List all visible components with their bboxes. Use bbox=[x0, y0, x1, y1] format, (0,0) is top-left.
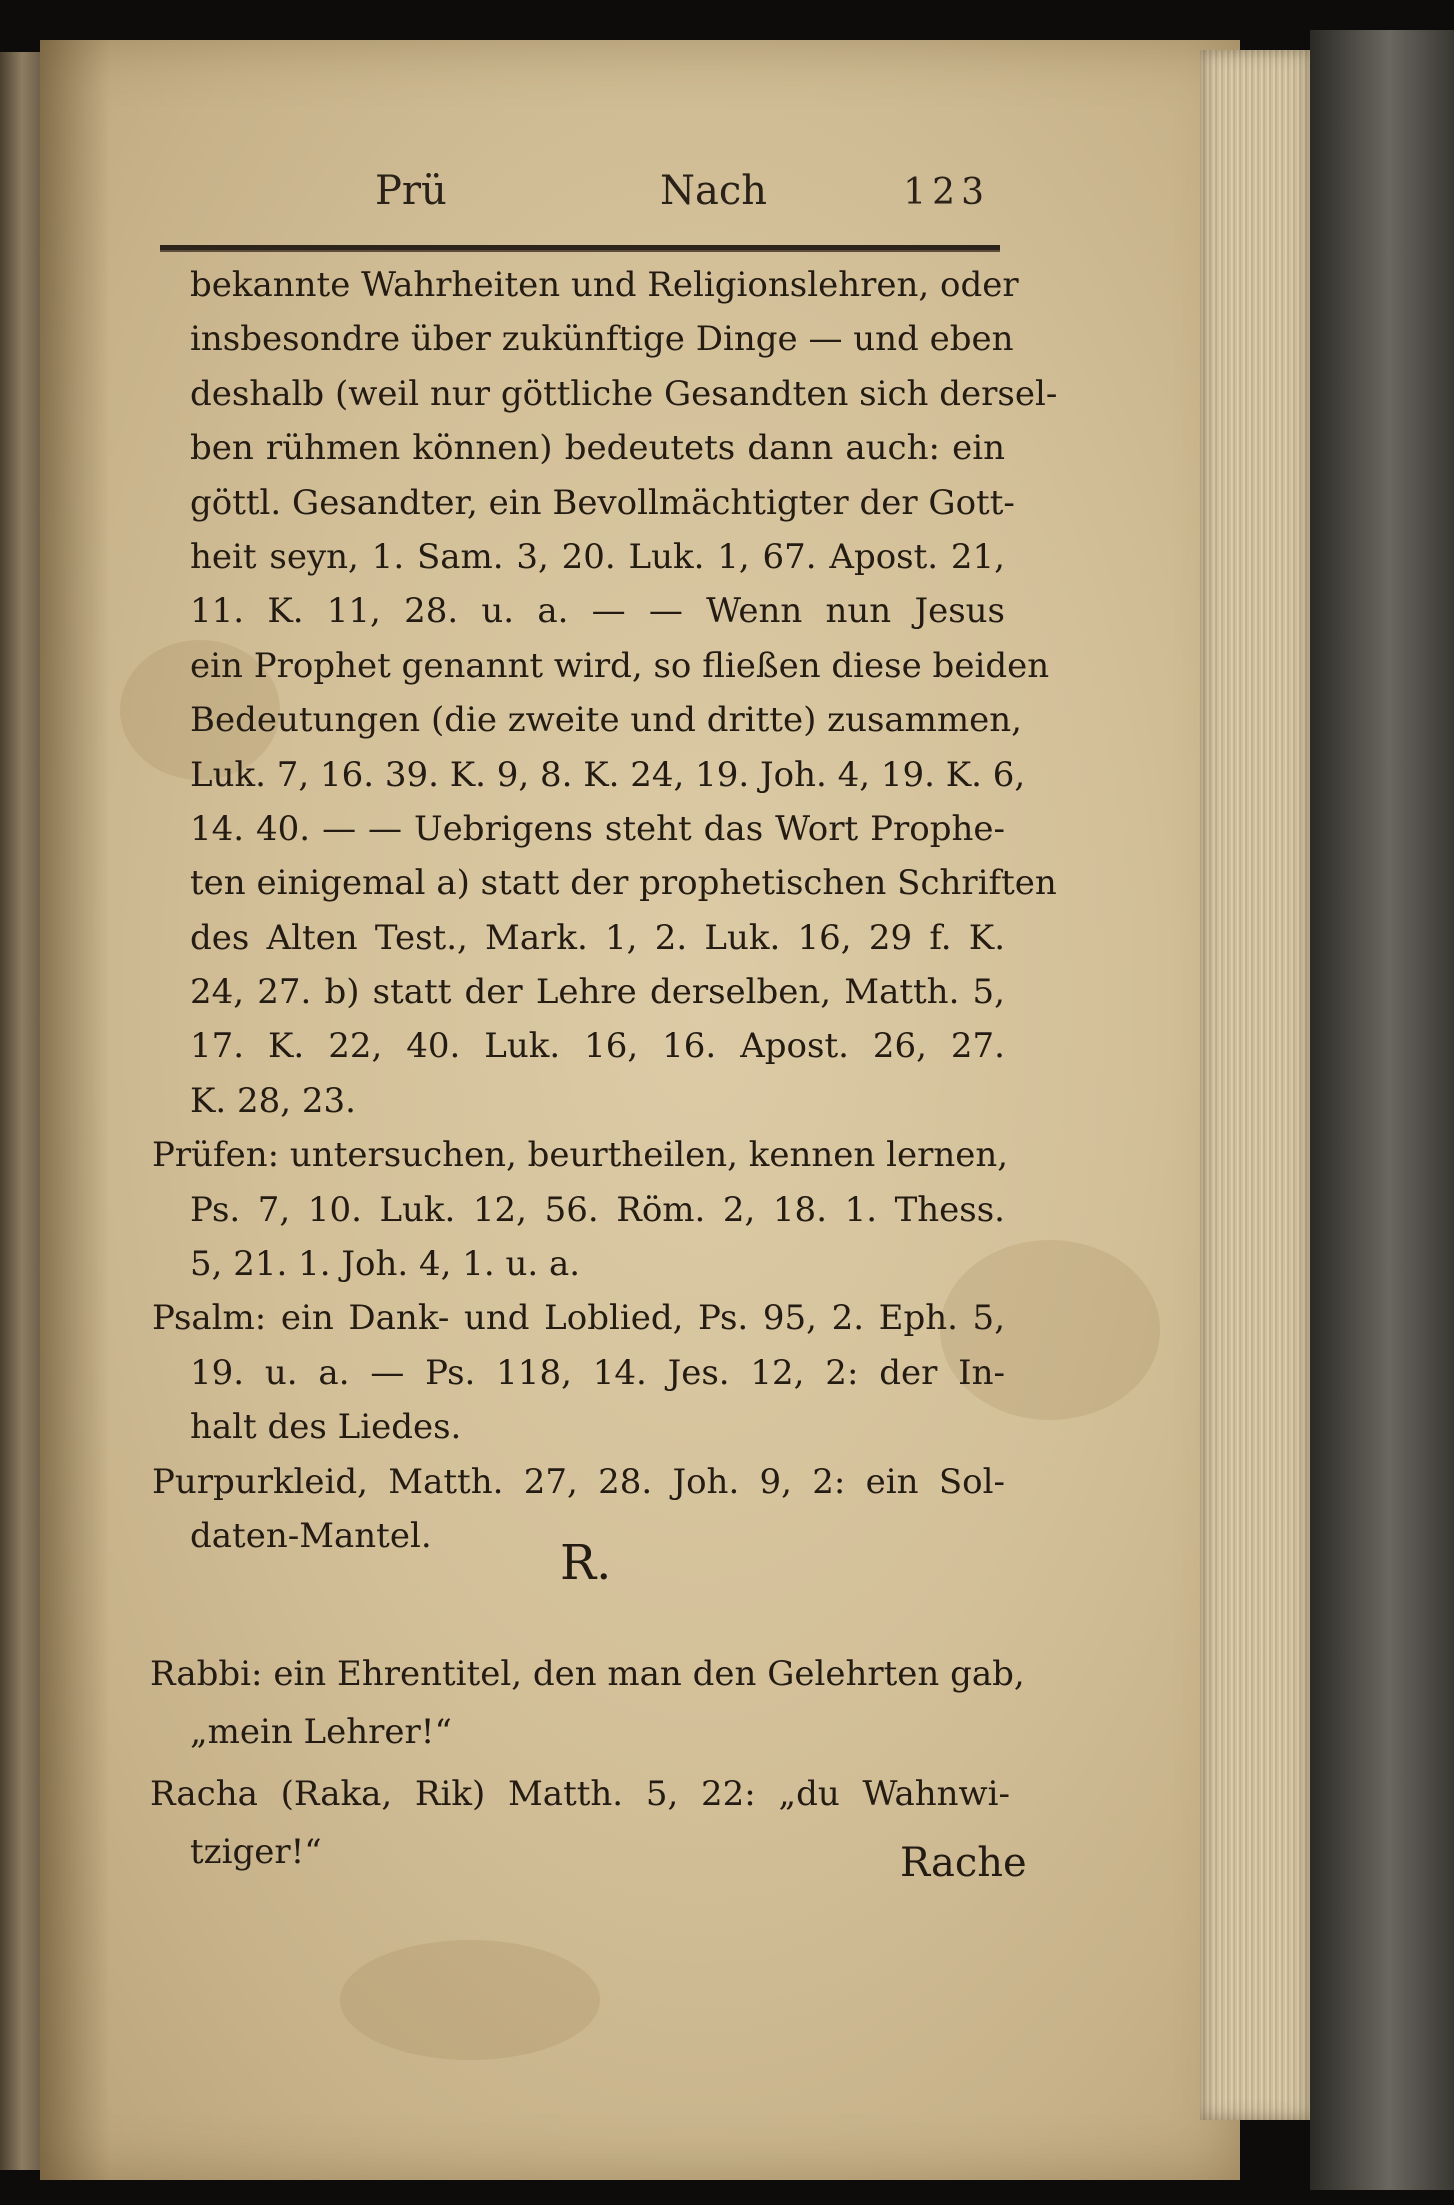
entry-headline: Psalm: ein Dank- und Loblied, Ps. 95, 2. Eph. 5, bbox=[152, 1298, 1005, 1339]
text-line: ben rühmen können) bedeutets dann auch: ein bbox=[190, 428, 1005, 469]
text-line: 11. K. 11, 28. u. a. — — Wenn nun Jesus bbox=[190, 591, 1005, 632]
body-text bbox=[152, 258, 1058, 1563]
text-line: 5, 21. 1. Joh. 4, 1. u. a. bbox=[190, 1244, 581, 1285]
entry-headline: Prüfen: untersuchen, beurtheilen, kennen lernen, bbox=[152, 1135, 1009, 1176]
text-line: ein Prophet genannt wird, so fließen diese beiden bbox=[190, 645, 1050, 686]
text-line: 19. u. a. — Ps. 118, 14. Jes. 12, 2: der In- bbox=[190, 1352, 1005, 1393]
text-line: ten einigemal a) statt der prophetischen Schriften bbox=[190, 863, 1057, 904]
text-line: daten-Mantel. bbox=[190, 1515, 432, 1556]
running-head-middle: Nach bbox=[660, 168, 768, 214]
page-number: 123 bbox=[903, 172, 990, 213]
text-line: 17. K. 22, 40. Luk. 16, 16. Apost. 26, 27. bbox=[190, 1026, 1005, 1067]
text-line: 14. 40. — — Uebrigens steht das Wort Prophe- bbox=[190, 808, 1005, 849]
text-line: göttl. Gesandter, ein Bevollmächtigter der Gott- bbox=[190, 482, 1015, 523]
facing-page-edge bbox=[0, 52, 40, 2170]
text-line: tziger!“ bbox=[190, 1832, 322, 1872]
running-head bbox=[150, 168, 990, 238]
entry-headline: Rabbi: ein Ehrentitel, den man den Gelehrten gab, bbox=[150, 1654, 1025, 1694]
paper-stain bbox=[340, 1940, 600, 2060]
text-line: K. 28, 23. bbox=[190, 1080, 356, 1121]
text-line: halt des Liedes. bbox=[190, 1407, 462, 1448]
page-edges bbox=[1200, 50, 1310, 2120]
text-line: heit seyn, 1. Sam. 3, 20. Luk. 1, 67. Apost. 21, bbox=[190, 536, 1005, 577]
section-letter: R. bbox=[560, 1535, 612, 1591]
text-line: bekannte Wahrheiten und Religionslehren, oder bbox=[190, 265, 1019, 305]
entry-headline: Purpurkleid, Matth. 27, 28. Joh. 9, 2: ein Sol- bbox=[152, 1461, 1005, 1502]
text-line: „mein Lehrer!“ bbox=[190, 1712, 452, 1752]
text-line: Bedeutungen (die zweite und dritte) zusammen, bbox=[190, 700, 1022, 741]
text-line: Luk. 7, 16. 39. K. 9, 8. K. 24, 19. Joh. 4, 19. K. 6, bbox=[190, 754, 1026, 795]
book-cover bbox=[1310, 30, 1454, 2190]
header-rule bbox=[160, 245, 1000, 252]
text-line: Ps. 7, 10. Luk. 12, 56. Röm. 2, 18. 1. Thess. bbox=[190, 1189, 1005, 1230]
running-head-left: Prü bbox=[375, 168, 447, 214]
catchword: Rache bbox=[900, 1840, 1027, 1886]
entry-headline: Racha (Raka, Rik) Matth. 5, 22: „du Wahnwi- bbox=[150, 1774, 1010, 1814]
text-line: 24, 27. b) statt der Lehre derselben, Matth. 5, bbox=[190, 972, 1005, 1013]
entry-racha bbox=[150, 1765, 1010, 1881]
entry-rabbi bbox=[150, 1645, 1025, 1761]
gutter-shadow bbox=[40, 40, 110, 2180]
text-line: des Alten Test., Mark. 1, 2. Luk. 16, 29 f. K. bbox=[190, 917, 1005, 958]
text-line: insbesondre über zukünftige Dinge — und eben bbox=[190, 319, 1014, 360]
text-line: deshalb (weil nur göttliche Gesandten sich dersel- bbox=[190, 373, 1058, 414]
